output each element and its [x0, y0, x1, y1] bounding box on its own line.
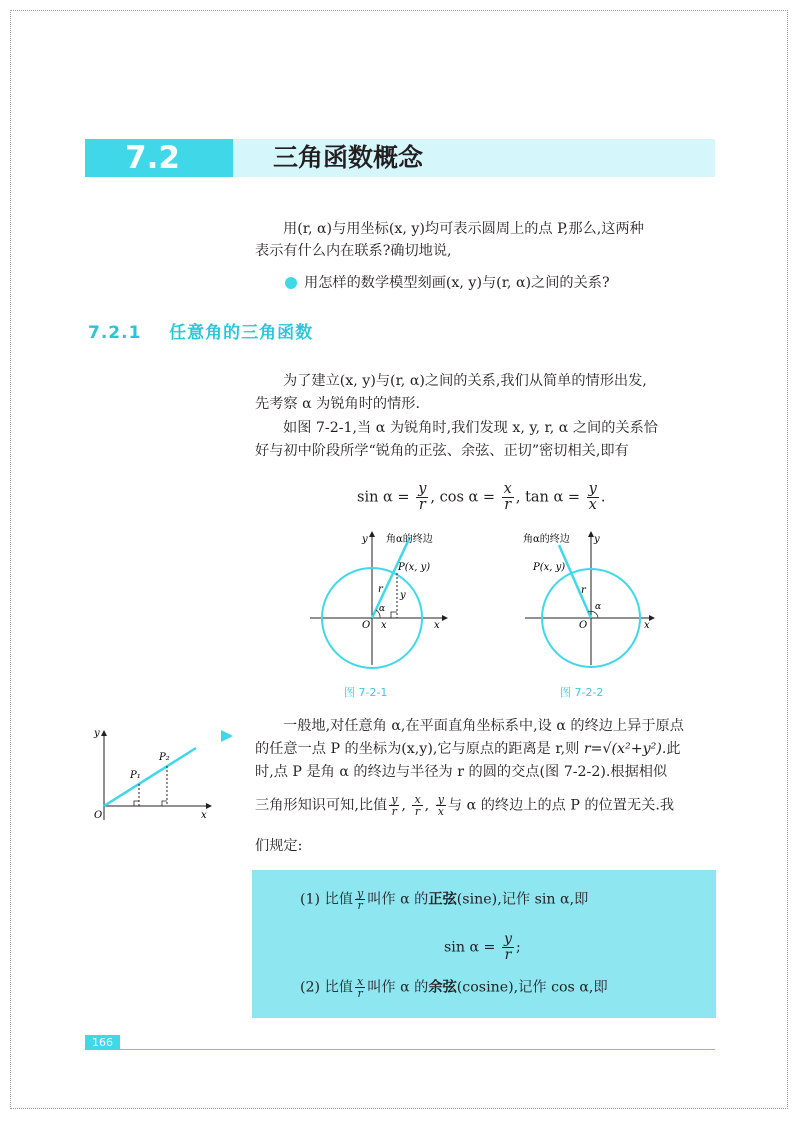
x-axis-arrow-icon — [206, 803, 212, 809]
sine-ratio: $\frac{y}{r}$ — [356, 887, 364, 912]
intro-line-2: 表示有什么内在联系?确切地说, — [255, 243, 452, 259]
cosine-term: 余弦 — [428, 979, 457, 996]
fig1-axis-x-label: x — [434, 620, 440, 631]
x-axis-arrow-icon — [649, 615, 655, 621]
section-number: 7.2 — [85, 139, 233, 177]
fig1-point-label: P(x, y) — [398, 562, 431, 573]
section-title: 三角函数概念 — [273, 143, 424, 172]
ratio-x-r: $\frac{x}{r}$ — [414, 793, 421, 818]
sin-fraction: $\frac{y}{r}$ — [418, 481, 427, 513]
intro-question: 用怎样的数学模型刻画(x, y)与(r, α)之间的关系? — [304, 275, 610, 291]
margin-flag-icon — [221, 730, 233, 742]
para2-line-2: 好与初中阶段所学“锐角的正弦、余弦、正切”密切相关,即有 — [255, 443, 629, 459]
sine-term: 正弦 — [428, 891, 457, 908]
definition-sine: (1) 比值 $\frac{y}{r}$ 叫作 α 的正弦(sine),记作 sin α,即 — [300, 887, 589, 912]
right-angle-mark-2 — [162, 801, 167, 806]
fig2-terminal-label: 角α的终边 — [523, 534, 570, 545]
x-axis-arrow-icon — [442, 615, 448, 621]
figure-7-2-2 — [515, 525, 665, 675]
fig2-axis-y-label: y — [594, 534, 600, 545]
para2-line-1: 如图 7-2-1,当 α 为锐角时,我们发现 x, y, r, α 之间的关系恰 — [283, 420, 658, 436]
terminal-side — [559, 545, 591, 618]
fig2-r-label: r — [581, 585, 586, 596]
para1-line-2: 先考察 α 为锐角时的情形. — [255, 396, 420, 412]
fig2-origin-label: O — [579, 620, 588, 631]
tan-lhs: , tan α = — [515, 489, 581, 506]
cos-lhs: , cos α = — [430, 489, 496, 506]
fig1-y-label: y — [400, 590, 406, 601]
side-p2-label: P₂ — [159, 752, 170, 763]
sin-lhs: sin α = — [357, 489, 410, 506]
trig-formula — [357, 482, 605, 513]
para3-line-2: 的任意一点 P 的坐标为(x,y),它与原点的距离是 r,则 r=√(x²+y²).此 — [255, 741, 681, 757]
right-angle-mark — [391, 612, 397, 618]
terminal-ray — [104, 748, 196, 806]
fig1-x-label: x — [381, 620, 387, 631]
side-axis-x-label: x — [201, 810, 207, 821]
ratio-y-r: $\frac{y}{r}$ — [391, 793, 398, 818]
sine-equation: sin α = $\frac{y}{r}$ ; — [444, 931, 521, 963]
fig2-alpha-label: α — [595, 602, 602, 612]
fig1-origin-label: O — [362, 620, 371, 631]
fig2-point-label: P(x, y) — [533, 562, 566, 573]
footer-rule — [85, 1049, 715, 1050]
cos-fraction: $\frac{x}{r}$ — [503, 481, 512, 513]
ratio-y-x: $\frac{y}{x}$ — [437, 793, 444, 818]
cosine-ratio: $\frac{x}{r}$ — [356, 975, 364, 1000]
fig1-alpha-label: α — [379, 604, 386, 614]
para3-line-4: 三角形知识可知,比值 $\frac{y}{r}$ , $\frac{x}{r}$ , $\frac{y}{x}$ 与 α 的终边上的点 P 的位置无关.我 — [255, 793, 675, 818]
fig1-r-label: r — [378, 584, 383, 595]
subsection-number: 7.2.1 — [88, 323, 142, 343]
right-angle-mark-1 — [134, 801, 139, 806]
side-figure-similar-triangles — [88, 722, 218, 827]
terminal-side — [372, 537, 410, 618]
side-axis-y-label: y — [94, 728, 100, 739]
intro-line-1: 用(r, α)与用坐标(x, y)均可表示圆周上的点 P,那么,这两种 — [283, 221, 644, 237]
y-axis-arrow-icon — [369, 531, 375, 537]
side-p1-label: P₁ — [130, 770, 141, 781]
fig1-axis-y-label: y — [362, 534, 368, 545]
figure-7-2-2-caption: 图 7-2-2 — [560, 686, 604, 699]
para3-line-5: 们规定: — [255, 838, 303, 854]
formula-end: . — [600, 489, 606, 506]
subsection-title: 任意角的三角函数 — [169, 323, 314, 343]
tan-fraction: $\frac{y}{x}$ — [588, 481, 597, 513]
bullet-dot-icon — [285, 277, 297, 289]
radius-formula: r=√(x²+y²). — [583, 741, 667, 757]
para1-line-1: 为了建立(x, y)与(r, α)之间的关系,我们从简单的情形出发, — [283, 373, 647, 389]
definition-cosine: (2) 比值 $\frac{x}{r}$ 叫作 α 的余弦(cosine),记作 cos α,即 — [300, 975, 608, 1000]
para3-line-3: 时,点 P 是角 α 的终边与半径为 r 的圆的交点(图 7-2-2).根据相似 — [255, 764, 668, 780]
fig1-terminal-label: 角α的终边 — [386, 534, 433, 545]
fig2-axis-x-label: x — [644, 620, 650, 631]
para3-line-1: 一般地,对任意角 α,在平面直角坐标系中,设 α 的终边上异于原点 — [283, 718, 684, 734]
figure-7-2-1-caption: 图 7-2-1 — [344, 686, 388, 699]
figure-7-2-1 — [300, 525, 460, 675]
y-axis-arrow-icon — [101, 730, 107, 736]
page-number: 166 — [85, 1035, 120, 1050]
side-origin-label: O — [94, 810, 103, 821]
sine-eq-fraction: $\frac{y}{r}$ — [503, 931, 512, 963]
subsection-heading — [88, 318, 313, 343]
